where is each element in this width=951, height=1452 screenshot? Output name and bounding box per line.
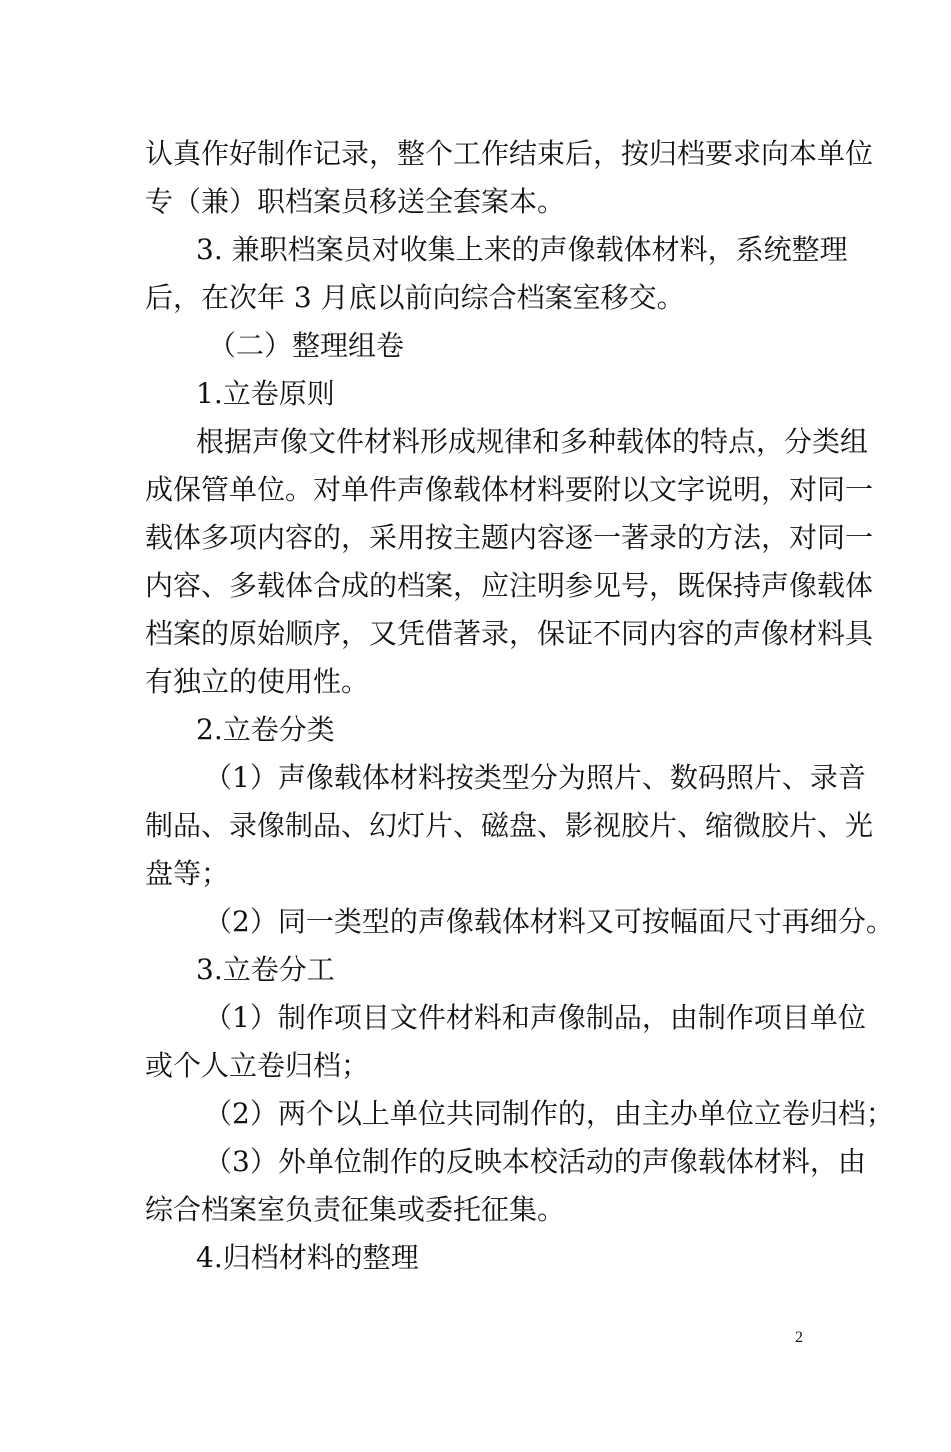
subheading-1: 1.立卷原则 — [196, 377, 335, 410]
text-line-3: 3. 兼职档案员对收集上来的声像载体材料，系统整理 — [196, 233, 848, 266]
text-line-4: 后，在次年 3 月底以前向综合档案室移交。 — [145, 281, 685, 314]
subheading-2: 2.立卷分类 — [196, 713, 335, 746]
text-line-15: 制品、录像制品、幻灯片、磁盘、影视胶片、缩微胶片、光 — [145, 809, 874, 842]
text-line-7: 根据声像文件材料形成规律和多种载体的特点，分类组 — [196, 425, 869, 458]
text-line-19: （1）制作项目文件材料和声像制品，由制作项目单位 — [204, 1001, 866, 1034]
text-line-20: 或个人立卷归档； — [145, 1049, 370, 1082]
page-number: 2 — [795, 1329, 803, 1346]
text-line-17: （2）同一类型的声像载体材料又可按幅面尺寸再细分。 — [204, 905, 894, 938]
text-line-21: （2）两个以上单位共同制作的，由主办单位立卷归档； — [204, 1097, 894, 1130]
text-line-12: 有独立的使用性。 — [145, 665, 370, 698]
text-line-22: （3）外单位制作的反映本校活动的声像载体材料，由 — [204, 1145, 866, 1178]
text-line-1: 认真作好制作记录，整个工作结束后，按归档要求向本单位 — [145, 137, 874, 170]
text-line-9: 载体多项内容的，采用按主题内容逐一著录的方法，对同一 — [145, 521, 874, 554]
text-line-16: 盘等； — [145, 857, 230, 890]
text-line-23: 综合档案室负责征集或委托征集。 — [145, 1193, 566, 1226]
text-line-2: 专（兼）职档案员移送全套案本。 — [145, 185, 566, 218]
text-line-8: 成保管单位。对单件声像载体材料要附以文字说明，对同一 — [145, 473, 874, 506]
section-heading: （二）整理组卷 — [208, 329, 405, 362]
text-line-11: 档案的原始顺序，又凭借著录，保证不同内容的声像材料具 — [145, 617, 874, 650]
subheading-3: 3.立卷分工 — [196, 953, 335, 986]
text-line-10: 内容、多载体合成的档案，应注明参见号，既保持声像载体 — [145, 569, 874, 602]
subheading-4: 4.归档材料的整理 — [196, 1241, 419, 1274]
text-line-14: （1）声像载体材料按类型分为照片、数码照片、录音 — [204, 761, 866, 794]
